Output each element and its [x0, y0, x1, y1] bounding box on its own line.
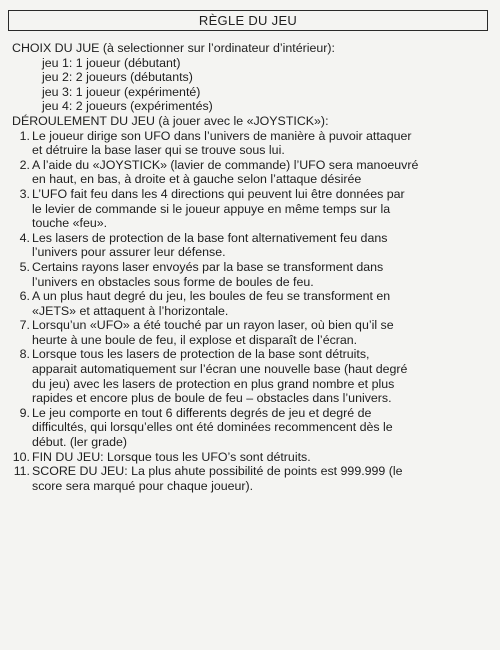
rule-text-line: SCORE DU JEU: La plus ahute possibilité de points est 999.999 (le: [32, 464, 403, 479]
rule-text-line: en haut, en bas, à droite et à gauche selon l’attaque désirée: [32, 172, 362, 187]
player-option: jeu 4: 2 joueurs (expérimentés): [42, 99, 213, 114]
rule-text-line: début. (ler grade): [32, 435, 128, 450]
rule-item: [12, 406, 488, 450]
rule-number: 4.: [19, 230, 30, 245]
rule-text-line: A un plus haut degré du jeu, les boules de feu se transforment en: [32, 289, 391, 304]
player-option: jeu 1: 1 joueur (débutant): [42, 55, 181, 70]
rule-number: 6.: [19, 289, 30, 304]
rule-item: [12, 289, 488, 318]
rule-item: [12, 231, 488, 260]
rule-number: 1.: [19, 128, 30, 143]
player-option: jeu 3: 1 joueur (expérimenté): [42, 84, 201, 99]
rule-number: 3.: [19, 186, 30, 201]
rule-item: [12, 260, 488, 289]
rule-text-line: l’univers en obstacles sous forme de boules de feu.: [32, 274, 314, 289]
rule-number: 2.: [19, 157, 30, 172]
rule-text-line: rapides et encore plus de boule de feu – obstacles dans l’univers.: [32, 391, 392, 406]
rule-item: [12, 464, 488, 493]
gameplay-heading: DÉROULEMENT DU JEU (à jouer avec le «JOYSTICK»):: [12, 113, 329, 128]
rule-text-line: le levier de commande si le joueur appuye en même temps sur la: [32, 201, 391, 216]
rule-text-line: Lorsqu’un «UFO» a été touché par un rayon laser, où bien qu’il se: [32, 318, 394, 333]
rule-item: [12, 318, 488, 347]
rule-text-line: FIN DU JEU: Lorsque tous les UFO’s sont détruits.: [32, 449, 311, 464]
rule-item: [12, 347, 488, 405]
page-title: RÈGLE DU JEU: [8, 10, 488, 31]
rule-text-line: Le joueur dirige son UFO dans l’univers de manière à puvoir attaquer: [32, 128, 412, 143]
rule-text-line: difficultés, qui lorsqu’elles ont été dominées recommencent dès le: [32, 420, 393, 435]
choice-heading: CHOIX DU JUE (à selectionner sur l’ordinateur d’intérieur):: [12, 41, 335, 55]
rule-text-line: du jeu) avec les lasers de protection en plus grand nombre et plus: [32, 376, 395, 391]
rule-item: [12, 129, 488, 158]
rule-text-line: Les lasers de protection de la base font alternativement feu dans: [32, 230, 388, 245]
rule-number: 5.: [19, 259, 30, 274]
rule-number: 7.: [19, 318, 30, 333]
player-option: jeu 2: 2 joueurs (débutants): [42, 70, 193, 85]
rule-text-line: L’UFO fait feu dans les 4 directions qui peuvent lui être données par: [32, 186, 405, 201]
rule-item: [12, 450, 488, 465]
rule-text-line: apparait automatiquement sur l’écran une nouvelle base (haut degré: [32, 362, 408, 377]
rule-text-line: l’univers pour assurer leur défense.: [32, 245, 226, 260]
rule-number: 8.: [19, 347, 30, 362]
rule-item: [12, 187, 488, 231]
rule-text-line: score sera marqué pour chaque joueur).: [32, 478, 254, 493]
rule-number: 9.: [19, 405, 30, 420]
rules-list: [12, 129, 488, 494]
rules-document: [12, 41, 488, 493]
rule-text-line: Le jeu comporte en tout 6 differents degrés de jeu et degré de: [32, 405, 372, 420]
rule-text-line: A l’aide du «JOYSTICK» (lavier de commande) l’UFO sera manoeuvré: [32, 157, 419, 172]
rule-item: [12, 158, 488, 187]
rule-number: 10.: [12, 449, 30, 464]
rule-text-line: touche «feu».: [32, 216, 108, 231]
rule-number: 11.: [13, 464, 30, 479]
rule-text-line: et détruire la base laser qui se trouve sous lui.: [32, 143, 285, 158]
rule-text-line: Lorsque tous les lasers de protection de la base sont détruits,: [32, 347, 370, 362]
rule-text-line: heurte à une boule de feu, il explose et disparaît de l’écran.: [32, 332, 358, 347]
rule-text-line: Certains rayons laser envoyés par la base se transforment dans: [32, 259, 384, 274]
rule-text-line: «JETS» et attaquent à l’horizontale.: [32, 303, 229, 318]
player-options-list: [42, 56, 488, 114]
